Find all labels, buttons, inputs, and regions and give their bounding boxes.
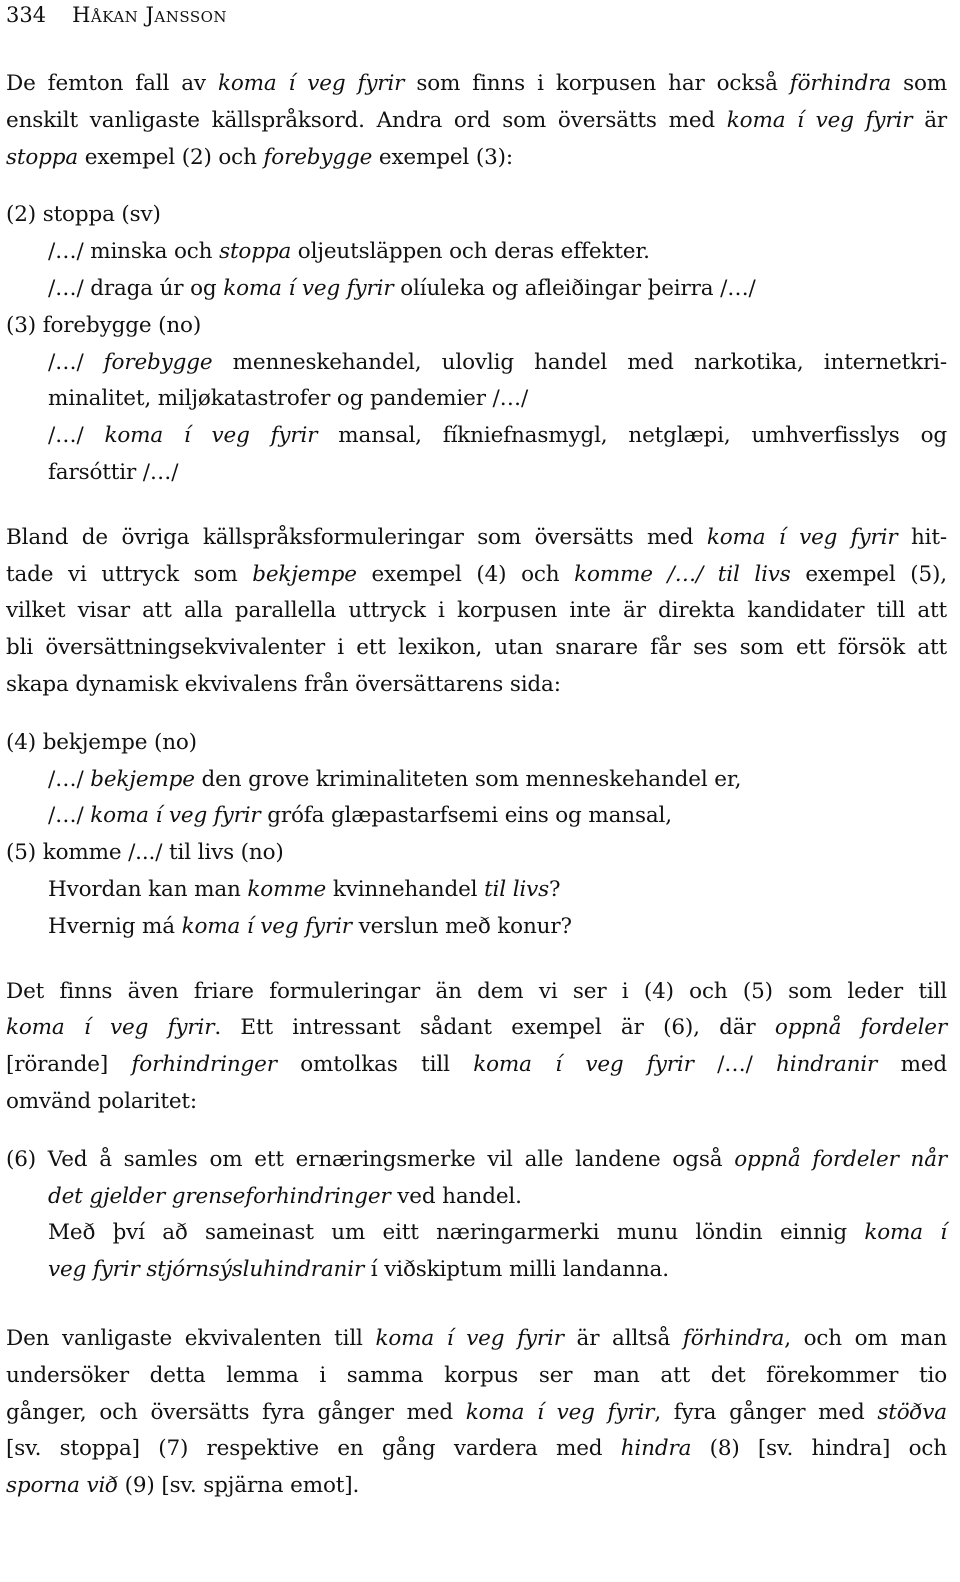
text-run: Með því að sameinast um eitt næringarmerki munu löndin einnig	[48, 1220, 865, 1246]
example-2	[6, 197, 947, 307]
italic-run: hindranir	[776, 1052, 878, 1078]
example-line	[6, 1252, 947, 1289]
example-line	[6, 455, 947, 492]
italic-run: koma í veg fyrir	[223, 275, 394, 301]
italic-run: stoppa	[219, 239, 292, 265]
text-run: ved handel.	[390, 1183, 522, 1209]
text-run: /…/	[693, 1052, 777, 1078]
text-line	[6, 140, 947, 177]
example-heading	[6, 308, 947, 345]
text-run: omtolkas till	[276, 1052, 474, 1078]
italic-run: forebygge	[103, 349, 213, 375]
text-run: /…/ minska och	[48, 239, 220, 265]
italic-run: koma í veg fyrir	[181, 913, 352, 939]
text-line	[6, 974, 947, 1011]
text-run: Det finns även friare formuleringar än dem vi ser i (4) och (5) som leder till	[6, 978, 947, 1004]
text-run: /…/	[48, 423, 105, 449]
italic-run: bekjempe	[90, 766, 195, 792]
text-run: tade vi uttryck som	[6, 561, 253, 587]
example-3	[6, 308, 947, 492]
italic-run: veg fyrir stjórnsýsluhindranir	[48, 1257, 365, 1283]
italic-run: förhindra	[789, 71, 892, 96]
paragraph-4	[6, 1321, 947, 1505]
italic-run: koma í veg fyrir	[6, 1015, 215, 1041]
text-line	[6, 1431, 947, 1468]
text-run: (2) stoppa (sv)	[6, 202, 161, 228]
text-run: /…/	[48, 349, 104, 375]
running-header	[6, 0, 947, 30]
text-run: bli översättningsekvivalenter i ett lexikon, utan snarare får ses som ett försök att	[6, 635, 947, 661]
text-run: /…/ draga úr og	[48, 275, 224, 301]
example-line	[6, 271, 947, 308]
text-run: (6) Ved å samles om ett ernæringsmerke vil alle landene også	[6, 1146, 735, 1172]
text-run: (3) forebygge (no)	[6, 312, 202, 338]
text-run: Hvernig má	[48, 913, 182, 939]
text-line	[6, 630, 947, 667]
italic-run: koma í veg fyrir	[375, 1325, 564, 1351]
example-6	[6, 1142, 947, 1289]
paragraph-1	[6, 66, 947, 176]
text-run: som finns i korpusen har också	[404, 71, 790, 96]
italic-run: komme	[247, 876, 327, 902]
italic-run: koma í veg fyrir	[217, 71, 405, 96]
example-5	[6, 835, 947, 945]
text-run: í viðskiptum milli landanna.	[364, 1257, 669, 1283]
text-run: undersöker detta lemma i samma korpus ser man att det förekommer tio	[6, 1362, 947, 1388]
italic-run: koma í veg fyrir	[726, 107, 913, 133]
text-run: gånger, och översätts fyra gånger med	[6, 1399, 466, 1425]
italic-run: forebygge	[263, 144, 373, 170]
example-line	[6, 418, 947, 455]
text-run: är	[912, 107, 947, 133]
example-heading	[6, 725, 947, 762]
text-run: oljeutsläppen och deras effekter.	[291, 239, 650, 265]
text-run: Den vanligaste ekvivalenten till	[6, 1325, 376, 1351]
text-run: menneskehandel, ulovlig handel med narkotika, internetkri-	[212, 349, 947, 375]
italic-run: oppnå fordeler	[774, 1015, 947, 1041]
text-run: De femton fall av	[6, 71, 218, 96]
italic-run: forhindringer	[131, 1052, 277, 1078]
italic-run: koma í veg fyrir	[90, 803, 261, 829]
text-run: Hvordan kan man	[48, 876, 248, 902]
text-run: exempel (4) och	[356, 561, 575, 587]
example-line	[6, 234, 947, 271]
text-run: (4) bekjempe (no)	[6, 729, 197, 755]
example-line	[6, 345, 947, 382]
text-run: skapa dynamisk ekvivalens från översättarens sida:	[6, 671, 561, 697]
text-run: [rörande]	[6, 1052, 132, 1078]
text-line	[6, 1358, 947, 1395]
text-line	[6, 66, 947, 103]
text-run: /…/	[48, 803, 91, 829]
italic-run: oppnå fordeler når	[734, 1146, 948, 1172]
text-run: hit-	[897, 524, 947, 550]
italic-run: det gjelder grenseforhindringer	[48, 1183, 391, 1209]
italic-run: sporna við	[6, 1473, 118, 1499]
example-line	[6, 762, 947, 799]
text-run: (8) [sv. hindra] och	[691, 1436, 947, 1462]
paragraph-2	[6, 520, 947, 704]
example-heading	[6, 835, 947, 872]
italic-run: komme /…/ til livs	[574, 561, 791, 587]
italic-run: koma í veg fyrir	[706, 524, 898, 550]
example-line	[6, 1179, 947, 1216]
text-run: . Ett intressant sådant exempel är (6), där	[214, 1015, 775, 1041]
text-run: ?	[549, 876, 561, 902]
text-line	[6, 1047, 947, 1084]
example-line	[6, 1215, 947, 1252]
text-line	[6, 557, 947, 594]
text-run: kvinnehandel	[326, 876, 485, 902]
italic-run: bekjempe	[252, 561, 357, 587]
text-run: vilket visar att alla parallella uttryck i korpusen inte är direkta kandidater till att	[6, 598, 947, 624]
italic-run: koma í	[864, 1220, 947, 1246]
text-run: minalitet, miljøkatastrofer og pandemier /…/	[48, 386, 529, 412]
text-run: , och om man	[784, 1325, 947, 1351]
text-run: /…/	[48, 766, 91, 792]
italic-run: stoppa	[6, 144, 79, 170]
text-line	[6, 667, 947, 704]
example-line	[6, 909, 947, 946]
example-line	[6, 798, 947, 835]
text-line	[6, 1010, 947, 1047]
text-run: farsóttir /…/	[48, 459, 179, 485]
example-line	[6, 1142, 947, 1179]
text-line	[6, 103, 947, 140]
italic-run: koma í veg fyrir	[473, 1052, 694, 1078]
page-number: 334	[6, 3, 47, 27]
text-run: mansal, fíkniefnasmygl, netglæpi, umhverfisslys og	[317, 423, 947, 449]
text-run: (5) komme /.../ til livs (no)	[6, 840, 284, 866]
italic-run: stöðva	[877, 1399, 947, 1425]
example-line	[6, 872, 947, 909]
text-line	[6, 593, 947, 630]
text-line	[6, 520, 947, 557]
text-run: enskilt vanligaste källspråksord. Andra ord som översätts med	[6, 107, 727, 133]
example-heading	[6, 197, 947, 234]
text-line	[6, 1084, 947, 1121]
text-run: med	[877, 1052, 948, 1078]
text-run: grófa glæpastarfsemi eins og mansal,	[260, 803, 672, 829]
text-run: exempel (5),	[790, 561, 947, 587]
text-run: exempel (2) och	[78, 144, 264, 170]
italic-run: koma í veg fyrir	[104, 423, 318, 449]
text-run: olíuleka og afleiðingar þeirra /…/	[393, 275, 756, 301]
running-author: Håkan Jansson	[72, 3, 228, 27]
text-run: (9) [sv. spjärna emot].	[117, 1473, 360, 1499]
text-line	[6, 1321, 947, 1358]
text-run: [sv. stoppa] (7) respektive en gång vardera med	[6, 1436, 621, 1462]
text-run: som	[891, 71, 947, 96]
italic-run: til livs	[484, 876, 550, 902]
example-4	[6, 725, 947, 835]
text-run: verslun með konur?	[351, 913, 572, 939]
text-line	[6, 1395, 947, 1432]
example-line	[6, 381, 947, 418]
text-run: exempel (3):	[372, 144, 513, 170]
text-line	[6, 1468, 947, 1505]
italic-run: koma í veg fyrir	[465, 1399, 655, 1425]
text-run: Bland de övriga källspråksformuleringar som översätts med	[6, 524, 707, 550]
text-run: , fyra gånger med	[654, 1399, 878, 1425]
text-run: är alltså	[563, 1325, 683, 1351]
text-run: omvänd polaritet:	[6, 1088, 197, 1114]
text-run: den grove kriminaliteten som menneskehandel er,	[194, 766, 742, 792]
italic-run: hindra	[620, 1436, 692, 1462]
italic-run: förhindra	[682, 1325, 785, 1351]
paragraph-3	[6, 974, 947, 1121]
